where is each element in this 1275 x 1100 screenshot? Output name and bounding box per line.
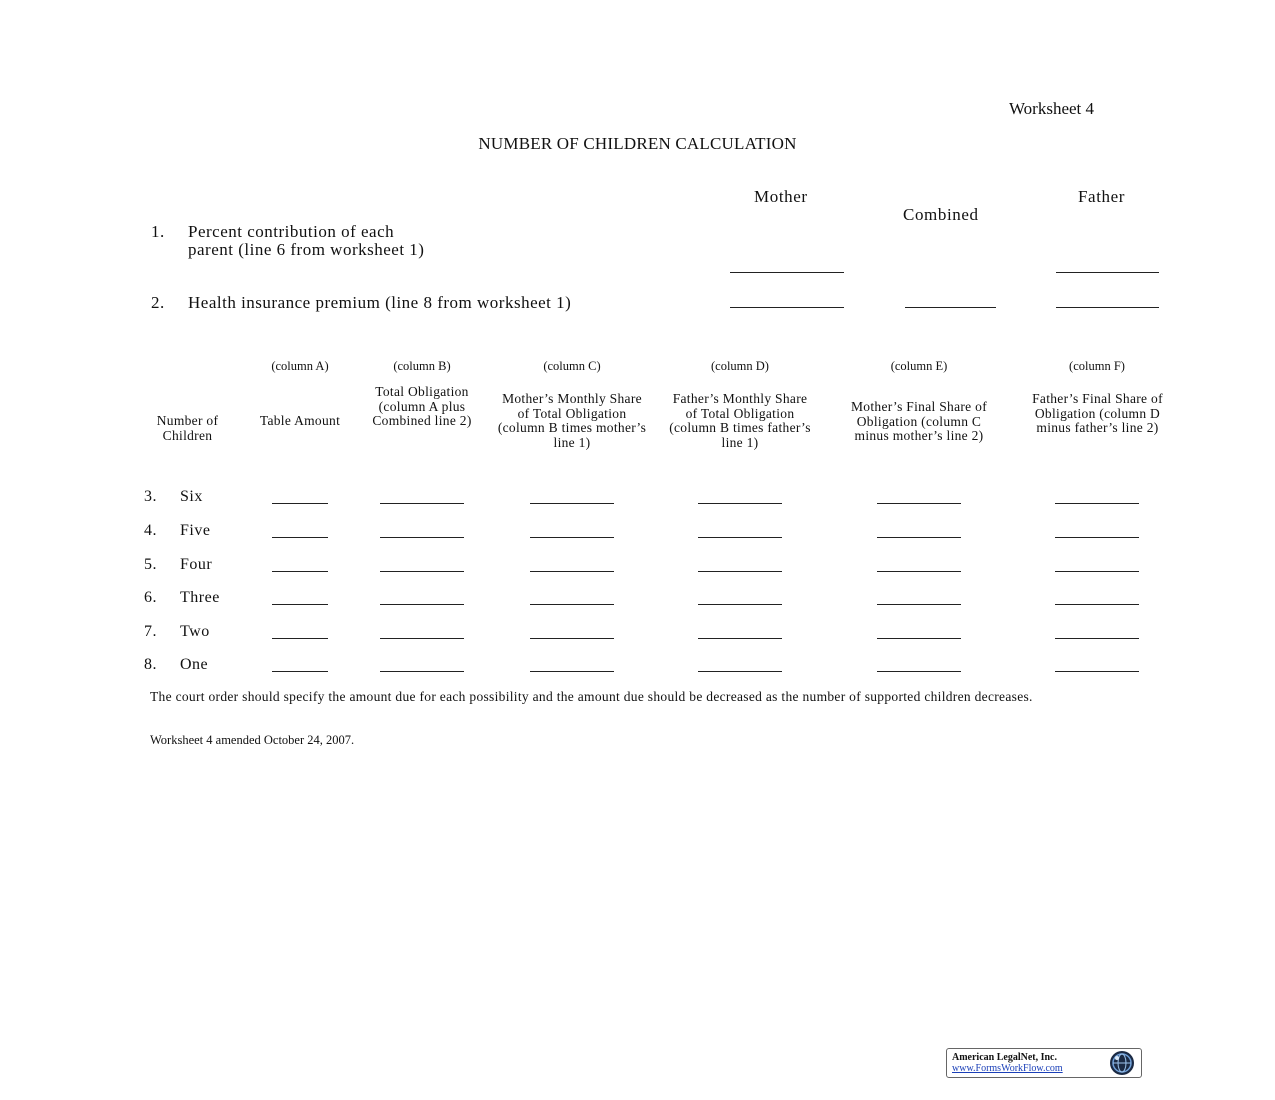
row-8-col-b-blank[interactable] <box>380 671 464 672</box>
row-5-number: 5. <box>144 556 157 573</box>
row-8-col-e-blank[interactable] <box>877 671 961 672</box>
row-6-col-f-blank[interactable] <box>1055 604 1139 605</box>
court-order-note: The court order should specify the amount due for each possibility and the amount due should be decreased as the number of supported children decreases. <box>150 689 1033 704</box>
row-3-col-c-blank[interactable] <box>530 503 614 504</box>
line-2-father-blank[interactable] <box>1056 307 1159 308</box>
row-5-col-b-blank[interactable] <box>380 571 464 572</box>
amended-note: Worksheet 4 amended October 24, 2007. <box>150 733 355 747</box>
american-legalnet-logo <box>946 1048 1142 1078</box>
row-3-number: 3. <box>144 488 157 505</box>
row-4-col-c-blank[interactable] <box>530 537 614 538</box>
line-2-number: 2. <box>151 293 165 312</box>
row-6-col-a-blank[interactable] <box>272 604 328 605</box>
row-8-col-a-blank[interactable] <box>272 671 328 672</box>
column-c-letter: (column C) <box>543 359 601 373</box>
column-a-letter: (column A) <box>271 359 329 373</box>
combined-heading: Combined <box>903 205 979 224</box>
row-6-label: Three <box>180 589 220 606</box>
row-header-number-of-children: Number of Children <box>156 413 219 443</box>
row-6-col-b-blank[interactable] <box>380 604 464 605</box>
page-title: NUMBER OF CHILDREN CALCULATION <box>478 134 797 153</box>
row-6-col-c-blank[interactable] <box>530 604 614 605</box>
row-6-number: 6. <box>144 589 157 606</box>
row-3-col-a-blank[interactable] <box>272 503 328 504</box>
row-3-col-e-blank[interactable] <box>877 503 961 504</box>
father-heading: Father <box>1078 187 1126 206</box>
row-7-number: 7. <box>144 623 157 640</box>
column-e-heading: Mother’s Final Share of Obligation (column C minus mother’s line 2) <box>850 399 987 443</box>
column-f-letter: (column F) <box>1069 359 1125 373</box>
row-4-col-a-blank[interactable] <box>272 537 328 538</box>
line-2-combined-blank[interactable] <box>905 307 996 308</box>
column-b-heading: Total Obligation (column A plus Combined line 2) <box>372 384 472 428</box>
column-d-letter: (column D) <box>711 359 769 373</box>
row-7-col-b-blank[interactable] <box>380 638 464 639</box>
logo-company-name: American LegalNet, Inc. <box>952 1052 1057 1063</box>
column-b-letter: (column B) <box>393 359 451 373</box>
row-5-col-e-blank[interactable] <box>877 571 961 572</box>
row-4-label: Five <box>180 522 211 539</box>
row-4-number: 4. <box>144 522 157 539</box>
row-8-number: 8. <box>144 656 157 673</box>
column-e-letter: (column E) <box>890 359 948 373</box>
logo-url-link[interactable]: www.FormsWorkFlow.com <box>952 1063 1063 1074</box>
column-d-heading: Father’s Monthly Share of Total Obligation (column B times father’s line 1) <box>669 391 811 450</box>
row-5-col-c-blank[interactable] <box>530 571 614 572</box>
row-6-col-e-blank[interactable] <box>877 604 961 605</box>
row-7-col-e-blank[interactable] <box>877 638 961 639</box>
line-1-mother-blank[interactable] <box>730 272 844 273</box>
row-7-col-d-blank[interactable] <box>698 638 782 639</box>
row-6-col-d-blank[interactable] <box>698 604 782 605</box>
line-1-text-cont: parent (line 6 from worksheet 1) <box>188 240 425 259</box>
row-5-col-a-blank[interactable] <box>272 571 328 572</box>
column-c-heading: Mother’s Monthly Share of Total Obligation (column B times mother’s line 1) <box>497 391 647 450</box>
globe-icon <box>1105 1049 1139 1077</box>
column-a-heading: Table Amount <box>259 413 341 428</box>
line-1-text: Percent contribution of each <box>188 222 395 241</box>
line-1-father-blank[interactable] <box>1056 272 1159 273</box>
row-7-label: Two <box>180 623 210 640</box>
row-5-col-f-blank[interactable] <box>1055 571 1139 572</box>
row-3-col-b-blank[interactable] <box>380 503 464 504</box>
row-7-col-c-blank[interactable] <box>530 638 614 639</box>
row-5-label: Four <box>180 556 213 573</box>
row-8-label: One <box>180 656 209 673</box>
worksheet-label: Worksheet 4 <box>1009 99 1095 118</box>
line-1-number: 1. <box>151 222 165 241</box>
row-7-col-f-blank[interactable] <box>1055 638 1139 639</box>
row-5-col-d-blank[interactable] <box>698 571 782 572</box>
line-2-text: Health insurance premium (line 8 from worksheet 1) <box>188 293 572 312</box>
line-2-mother-blank[interactable] <box>730 307 844 308</box>
row-3-col-f-blank[interactable] <box>1055 503 1139 504</box>
row-7-col-a-blank[interactable] <box>272 638 328 639</box>
row-4-col-e-blank[interactable] <box>877 537 961 538</box>
row-3-col-d-blank[interactable] <box>698 503 782 504</box>
row-4-col-d-blank[interactable] <box>698 537 782 538</box>
row-3-label: Six <box>180 488 203 505</box>
mother-heading: Mother <box>754 187 808 206</box>
row-8-col-c-blank[interactable] <box>530 671 614 672</box>
row-4-col-f-blank[interactable] <box>1055 537 1139 538</box>
row-4-col-b-blank[interactable] <box>380 537 464 538</box>
row-8-col-f-blank[interactable] <box>1055 671 1139 672</box>
column-f-heading: Father’s Final Share of Obligation (column D minus father’s line 2) <box>1032 391 1163 435</box>
row-8-col-d-blank[interactable] <box>698 671 782 672</box>
